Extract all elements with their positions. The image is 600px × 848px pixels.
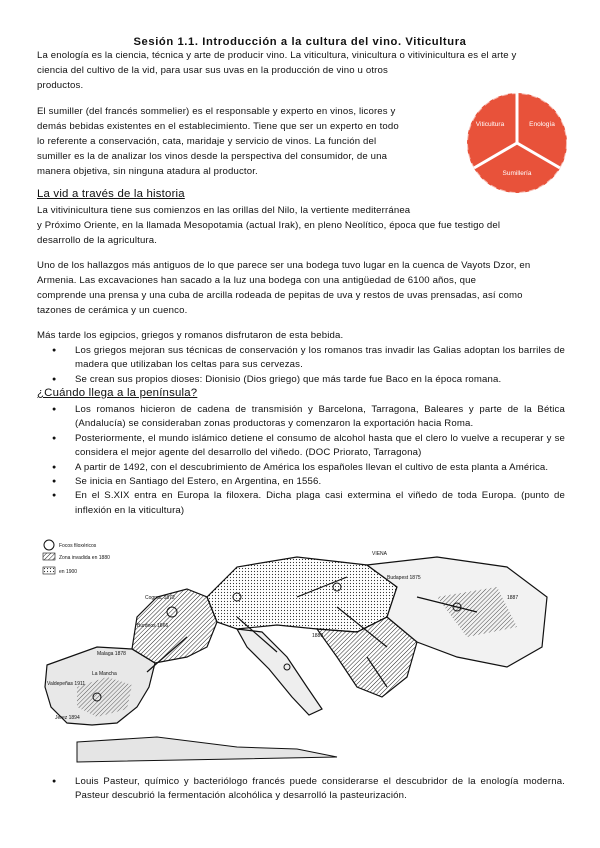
sommelier-line: manera objetiva, sin ninguna atadura al productor. — [37, 166, 258, 177]
history-paragraph-3: Más tarde los egipcios, griegos y romanos disfrutaron de esta bebida. — [37, 330, 344, 341]
italy-landmass — [237, 629, 322, 715]
history-line: Uno de los hallazgos más antiguos de lo que parece ser una bodega tuvo lugar en la cuenca de Vayots Dzor, en — [37, 260, 531, 271]
list-item: ● Se inicia en Santiago del Estero, en Argentina, en 1556. — [37, 475, 565, 489]
map-label-viena: VIENA — [372, 551, 388, 557]
sommelier-line: demás bebidas existentes en el establecimiento. Tiene que ser un experto en todo — [37, 121, 399, 132]
history-paragraph-2 — [37, 258, 565, 318]
legend-label: Focos filoxéricos — [59, 543, 97, 549]
history-paragraph-1 — [37, 203, 565, 248]
list-item: ● A partir de 1492, con el descubrimiento de América los españoles llevan el cultivo de esta planta a América. — [37, 461, 565, 475]
map-legend — [43, 540, 110, 575]
cycle-diagram — [456, 91, 578, 195]
map-label-burdeos: Burdeos 1866 — [137, 623, 169, 629]
list-item: ● Posteriormente, el mundo islámico detiene el consumo de alcohol hasta que el clero lo vuelve a recuperar y se considera el mejor agente del desarrollo del viñedo. (DOC Priorato, Tarragona) — [37, 432, 565, 461]
peninsula-bullet-list — [37, 403, 565, 518]
phylloxera-map — [37, 537, 557, 767]
segment-sumilleria: Sumillería — [502, 170, 532, 177]
map-label-malaga: Malaga 1878 — [97, 651, 126, 657]
intro-line: La enología es la ciencia, técnica y arte de producir vino. La viticultura, vinicultura o vitivinicultura es el arte y — [37, 50, 517, 61]
segment-enologia: Enología — [529, 121, 555, 128]
history-line: La vitivinicultura tiene sus comienzos en las orillas del Nilo, la vertiente mediterránea — [37, 205, 411, 216]
map-label-year: 1880 — [312, 633, 324, 639]
legend-hatch-icon — [43, 553, 55, 560]
pasteur-bullet-list — [37, 775, 565, 804]
map-label-cognac: Cognac 1872 — [145, 595, 175, 601]
history-line: comprende una prensa y una cuba de arcilla rodeada de pepitas de uva y restos de uvas prensadas, así como — [37, 290, 523, 301]
list-item: ● Se crean sus propios dioses: Dionisio (Dios griego) que más tarde fue Baco en la época romana. — [37, 373, 565, 387]
map-label-valdepenas: Valdepeñas 1911 — [47, 681, 86, 687]
sommelier-line: lo referente a conservación, cata, maridaje y servicio de vinos. La función del — [37, 136, 377, 147]
list-item: ● Louis Pasteur, químico y bacteriólogo francés puede considerarse el descubridor de la enología moderna. Pasteur descubrió la fermentación alcohólica y desarrolló la pasteurización. — [37, 775, 565, 804]
map-label-year: 1887 — [507, 595, 519, 601]
list-item: ● Los romanos hicieron de cadena de transmisión y Barcelona, Tarragona, Baleares y parte de la Bética (Andalucía) se consideraban zonas productoras y comenzaron la exportación hacia Roma. — [37, 403, 565, 432]
list-item: ● En el S.XIX entra en Europa la filoxera. Dicha plaga casi extermina el viñedo de toda Europa. (punto de inflexión en la viticultura) — [37, 489, 565, 518]
sommelier-paragraph — [37, 104, 442, 179]
intro-line: productos. — [37, 80, 84, 91]
history-line: Armenia. Las excavaciones han sacado a la luz una bodega con una antigüedad de 6100 años, que — [37, 275, 477, 286]
history-line: y Próximo Oriente, en la llamada Mesopotamia (actual Irak), en pleno Neolítico, época que fue testigo del — [37, 220, 501, 231]
page-title: Sesión 1.1. Introducción a la cultura del vino. Viticultura — [133, 36, 467, 48]
sommelier-line: sumiller es la de analizar los vinos desde la perspectiva del consumidor, de una — [37, 151, 388, 162]
list-item: ● Los griegos mejoran sus técnicas de conservación y los romanos tras invadir las Galias adoptan los barriles de madera que utilizaban los celtas para sus cervezas. — [37, 344, 565, 373]
legend-label: Zona invadida en 1880 — [59, 555, 110, 561]
segment-viticultura: Viticultura — [475, 121, 505, 128]
intro-line: ciencia del cultivo de la vid, para usar sus uvas en la producción de vino u otros — [37, 65, 388, 76]
legend-dots-icon — [43, 567, 55, 574]
map-label-jerez: Jerez 1894 — [55, 715, 80, 721]
africa-coast — [77, 737, 337, 762]
peninsula-heading: ¿Cuándo llega a la península? — [37, 387, 198, 399]
history-bullet-list — [37, 344, 565, 387]
legend-label: en 1900 — [59, 569, 78, 575]
history-line: tazones de cerámica y un cuenco. — [37, 305, 188, 316]
sommelier-line: El sumiller (del francés sommelier) es el responsable y experto en vinos, licores y — [37, 106, 396, 117]
map-label-lamancha: La Mancha — [92, 671, 117, 677]
intro-paragraph — [37, 48, 565, 93]
legend-focus-icon — [44, 540, 54, 550]
history-heading: La vid a través de la historia — [37, 188, 185, 200]
history-line: desarrollo de la agricultura. — [37, 235, 158, 246]
map-label-budapest: Budapest 1875 — [387, 575, 421, 581]
